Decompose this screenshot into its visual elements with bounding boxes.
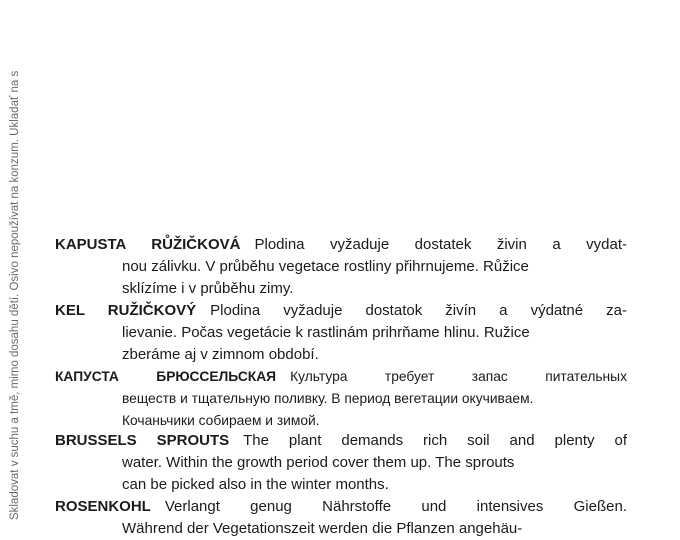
entry-text: lievanie. Počas vegetácie k rastlinám prihrňame hlinu. Ružice <box>122 324 530 341</box>
entry-heading: BRUSSELS SPROUTS <box>55 432 230 449</box>
entry-text: water. Within the growth period cover them up. The sprouts <box>122 454 515 471</box>
entry-text: Культура требует запас питательных <box>290 369 627 384</box>
entry-heading: KEL RUŽIČKOVÝ <box>55 302 197 319</box>
entry-text: zberáme aj v zimnom období. <box>122 346 319 363</box>
entry-text: Кочаньчики собираем и зимой. <box>122 413 320 428</box>
entry-czech <box>55 234 627 300</box>
entry-text: The plant demands rich soil and plenty of <box>243 432 627 449</box>
entry-text: Plodina vyžaduje dostatok živín a výdatné za- <box>210 302 627 319</box>
entry-text: nou zálivku. V průběhu vegetace rostliny přihrnujeme. Růžice <box>122 258 529 275</box>
entry-text: sklízíme i v průběhu zimy. <box>122 280 294 297</box>
entry-text: веществ и тщательную поливку. В период вегетации окучиваем. <box>122 391 534 406</box>
entry-text: can be picked also in the winter months. <box>122 476 389 493</box>
entry-heading: KAPUSTA RŮŽIČKOVÁ <box>55 236 241 253</box>
side-storage-note: Skladovat v suchu a tmě, mimo dosahu dětí. Osivo nepoužívat na konzum. Ukladať na s <box>9 70 21 520</box>
entry-text: Plodina vyžaduje dostatek živin a vydat- <box>254 236 627 253</box>
entry-text: Verlangt genug Nährstoffe und intensives Gießen. <box>164 498 627 515</box>
entry-heading: ROSENKOHL <box>55 498 151 515</box>
entry-german <box>55 496 627 540</box>
entry-english <box>55 430 627 496</box>
entry-heading: КАПУСТА БРЮССЕЛЬСКАЯ <box>55 369 277 384</box>
entry-text: Während der Vegetationszeit werden die Pflanzen angehäu- <box>122 520 523 537</box>
entry-russian <box>55 366 627 432</box>
entry-slovak <box>55 300 627 366</box>
